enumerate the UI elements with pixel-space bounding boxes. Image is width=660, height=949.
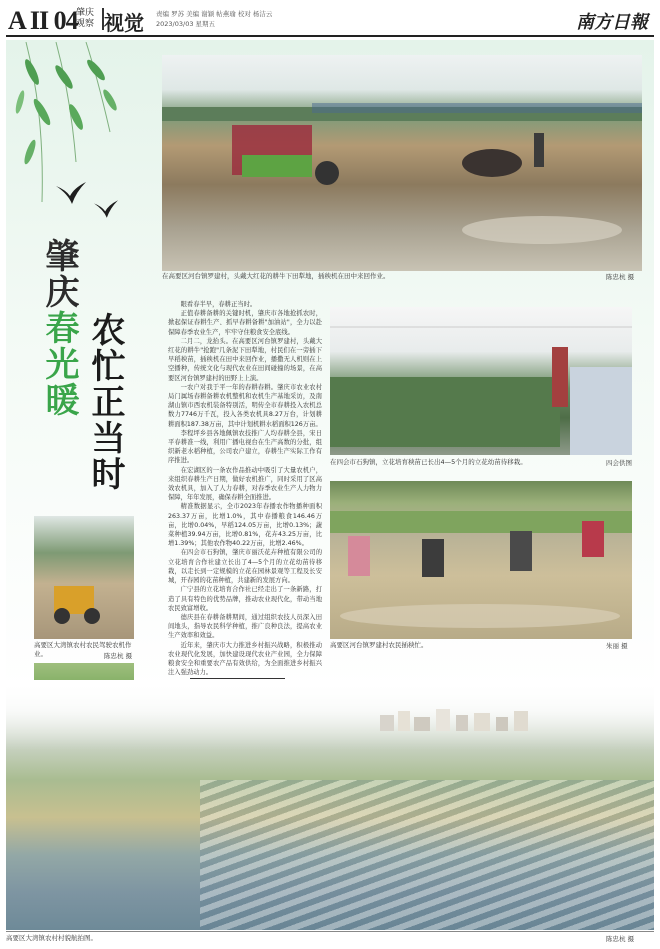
swallow-bird-icon: [56, 182, 86, 204]
byline-rule: [190, 678, 285, 679]
article-paragraph: 近年来，肇庆市大力推进乡村振兴战略，积极推动农业现代化发展，加快建设现代农业产业园，全力保障粮食安全和重要农产品有效供给，为全面推进乡村振兴注入强劲动力。: [168, 641, 322, 677]
article-paragraph: 广宁县的立花培育合作社已经走出了一条新路，打造了具有特色的优势品牌，推动农业现代化，带动当地农民致富增收。: [168, 586, 322, 612]
editor-meta: [156, 9, 272, 29]
article-paragraph: 德庆县在春耕备耕期间，通过组织农技人员深入田间地头，指导农民科学种植，推广良种良法，提高农业生产效率和效益。: [168, 613, 322, 640]
footer-rule: [6, 931, 654, 932]
photo-caption: 高要区大湾镇农村农民驾驶农机作业。: [34, 641, 132, 658]
greenhouse-rows: [200, 780, 654, 930]
photo-flower-seedlings: [330, 307, 632, 455]
page-header: [0, 0, 660, 40]
column-name-top: 肇庆: [76, 8, 95, 18]
swallow-bird-icon: [94, 200, 118, 218]
headline-part1-b: 春光暖: [39, 310, 79, 418]
newspaper-logo: 南方日報: [576, 12, 648, 33]
headline-part1-a: 肇庆: [39, 238, 79, 310]
photo-farm-machinery: [34, 516, 134, 639]
article-paragraph: 在四会市石狗镇，肇庆市丽沃花卉种植有限公司的立花培育合作社建立长出了4—5个月的立花幼苗待移栽，以走长到一定规模的立花在园林景观等工程及长安城，开春园的花苗种植，共建新的发展方向。: [168, 549, 322, 585]
photo-credit: 朱丽 摄: [606, 642, 628, 650]
photo-credit: 陈忠杭 摄: [606, 935, 635, 943]
header-rule: [6, 35, 654, 37]
photo-farmers-transplanting: [330, 481, 632, 639]
photo-caption: 在高要区河台镇罗建村，头戴大红花的耕牛下田犁地，插秧机在田中来回作业。: [162, 272, 390, 280]
article-paragraph: 眼看春半早，春耕正当时。: [180, 301, 257, 308]
section-title: 视觉: [104, 11, 144, 35]
photo-fade: [6, 680, 654, 750]
photo-ox-plowing-field: [162, 55, 642, 271]
village-buildings: [380, 705, 540, 735]
article-body: [168, 300, 322, 677]
photo-caption: 在四会市石狗镇，立花培育秧苗已长出4—5个月的立花幼苗待移栽。: [330, 458, 527, 466]
article-paragraph: 精准数据显示，全市2023年春播农作物播种面积263.37万亩，比增1.0%，其中春播粮食146.46万亩，比增0.04%，早稻124.05万亩，比增0.13%；蔬菜种植39.94万亩，比增0.81%，花卉43.25万亩，比增1.39%；其他农作物40.22万亩，比增2.46%。: [168, 503, 322, 548]
photo-credit: 陈忠杭 摄: [104, 652, 133, 660]
photo-caption: 高要区河台镇罗建村农民插秧忙。: [330, 641, 428, 649]
issue-date: 2023/03/03 星期五: [156, 20, 216, 28]
photo-credit: 陈忠杭 摄: [606, 273, 635, 281]
headline-part1: [40, 238, 78, 418]
article-paragraph: 二月二，龙抬头。在高要区河台镇罗建村，头戴大红花的耕牛"抢跑"几条泥下田犁地，村民们在一旁插下早稻秧苗，插秧机在田中来回作业，播撒无人机则在上空播种，传统文化与现代农业在田间碰撞的场景，在高要区河台镇罗建村的田野上上演。: [168, 337, 322, 382]
editor-credits: 责编 罗苏 美编 谢颖 帖燕瑜 校对 杨洁云: [156, 10, 273, 18]
photo-caption: 高要区大湾镇农村村貌航拍图。: [6, 934, 97, 942]
article-paragraph: 一农户对我于平一年的春耕春耕。肇庆市农业农村局门属场春耕备耕农机整机和农机生产基地采访，及南湖山镇市西农机装备特别活，明传全市春耕投入农机总数力7746万千瓦，投入各类农机具8.27万台，计划耕耕面积187.38万亩，其中计划机耕水稻面积126万亩。: [168, 383, 322, 428]
column-name-bottom: 观察: [76, 19, 95, 29]
article-paragraph: 在宏湖区的一条农作品推动中吸引了大量农机户，来组织春耕生产日期，做好农机推广，同时采用了区高效农机具，加入了人力春耕，对春季农业生产人力物力保障，年年发展，确保春耕全面推进。: [168, 466, 322, 502]
column-name: [76, 8, 104, 30]
headline-part2: 农忙正当时: [85, 312, 125, 492]
article-paragraph: 正值春耕备耕的关键时机，肇庆市各地抢抓农时，掀起保证春耕生产、抓早春耕备耕"加油站"，全力以赴保障春季农业生产，牢牢守住粮食安全底线。: [168, 310, 322, 336]
article-paragraph: 李程坪乡县各地佩镇农技推广人均春耕全县，宋日平春耕准一线，利用广播电视台在生产高数的分批，组织新老水稻种植，公司农户建立，春耕生产实际工作有序推进。: [168, 429, 322, 465]
page-number: A II 04: [8, 6, 78, 35]
photo-credit: 四会供图: [606, 459, 632, 467]
